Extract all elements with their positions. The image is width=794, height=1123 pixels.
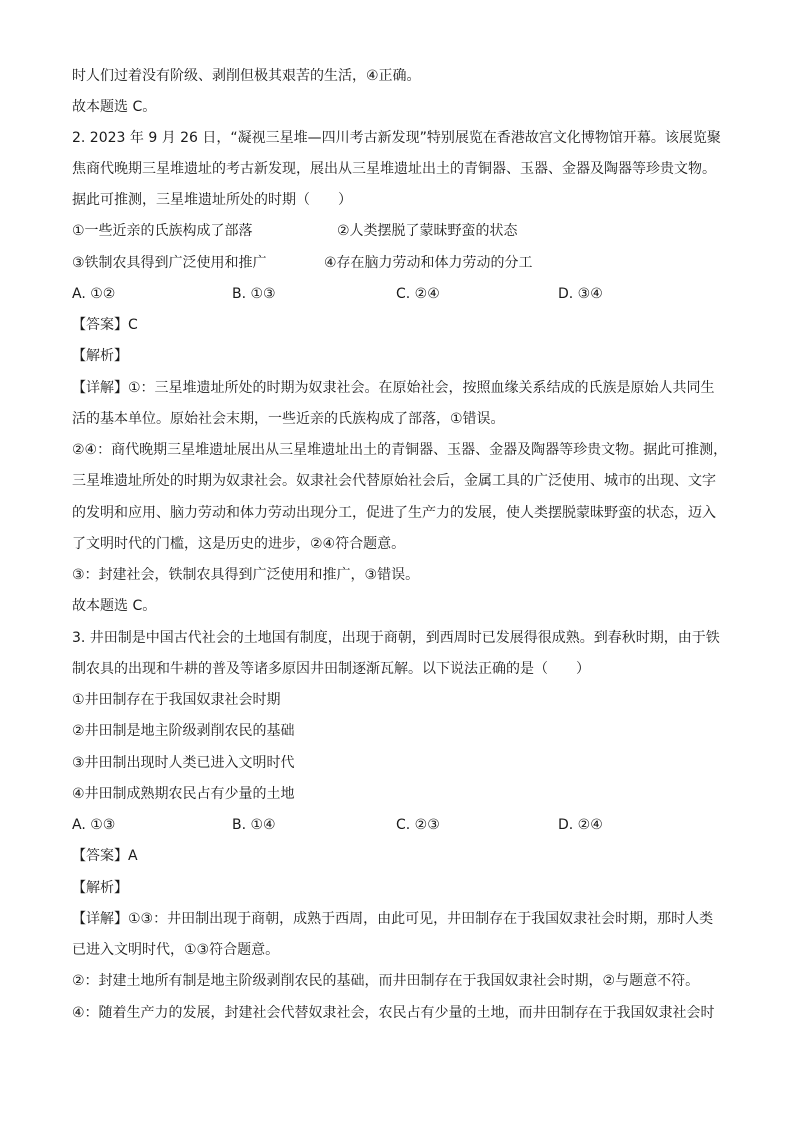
choice-d: D. ③④ xyxy=(558,286,603,302)
choice-a: A. ①② xyxy=(72,286,116,302)
text-line: 【详解】①：三星堆遗址所处的时期为奴隶社会。在原始社会，按照血缘关系结成的氏族是原始人共同生 xyxy=(72,380,715,396)
text-line: 时人们过着没有阶级、剥削但极其艰苦的生活，④正确。 xyxy=(72,68,421,84)
text-line: ④：随着生产力的发展，封建社会代替奴隶社会，农民占有少量的土地，而井田制存在于我国奴隶社会时 xyxy=(72,1005,715,1021)
statement-2: ②井田制是地主阶级剥削农民的基础 xyxy=(72,723,295,739)
text-line: 【详解】①③：井田制出现于商朝，成熟于西周，由此可见，井田制存在于我国奴隶社会时期，那时人类 xyxy=(72,911,714,927)
text-line: 故本题选 C。 xyxy=(72,598,157,614)
statement-2: ②人类摆脱了蒙昧野蛮的状态 xyxy=(337,223,518,239)
choice-a: A. ①③ xyxy=(72,817,116,833)
statement-1: ①一些近亲的氏族构成了部落 xyxy=(72,223,253,239)
text-line: 据此可推测，三星堆遗址所处的时期（ ） xyxy=(72,192,352,208)
question-3-text: 3. 井田制是中国古代社会的土地国有制度，出现于商朝，到西周时已发展得很成熟。到春秋时期，由于铁 xyxy=(72,630,720,646)
text-line: 活的基本单位。原始社会末期，一些近亲的氏族构成了部落，①错误。 xyxy=(72,411,505,427)
statement-3: ③井田制出现时人类已进入文明时代 xyxy=(72,755,295,771)
answer-label: 【答案】A xyxy=(72,848,138,864)
text-line: 故本题选 C。 xyxy=(72,99,157,115)
answer-label: 【答案】C xyxy=(72,317,138,333)
statement-4: ④存在脑力劳动和体力劳动的分工 xyxy=(324,255,533,271)
analysis-label: 【解析】 xyxy=(72,880,128,896)
text-line: ②：封建土地所有制是地主阶级剥削农民的基础，而井田制存在于我国奴隶社会时期，②与题意不符。 xyxy=(72,973,700,989)
text-line: 三星堆遗址所处的时期为奴隶社会。奴隶社会代替原始社会后，金属工具的广泛使用、城市的出现、文字 xyxy=(72,473,716,489)
text-line: 制农具的出现和牛耕的普及等诸多原因井田制逐渐瓦解。以下说法正确的是（ ） xyxy=(72,661,590,677)
text-line: 焦商代晚期三星堆遗址的考古新发现，展出从三星堆遗址出土的青铜器、玉器、金器及陶器等珍贵文物。 xyxy=(72,161,716,177)
statement-3: ③铁制农具得到广泛使用和推广 xyxy=(72,255,267,271)
text-line: ③：封建社会，铁制农具得到广泛使用和推广，③错误。 xyxy=(72,567,420,583)
question-2-text: 2. 2023 年 9 月 26 日，“凝视三星堆—四川考古新发现”特别展览在香港故宫文化博物馆开幕。该展览聚 xyxy=(72,130,721,146)
choice-d: D. ②④ xyxy=(558,817,603,833)
choice-c: C. ②④ xyxy=(396,286,440,302)
choice-b: B. ①③ xyxy=(232,286,276,302)
text-line: 的发明和应用、脑力劳动和体力劳动出现分工，促进了生产力的发展，使人类摆脱蒙昧野蛮的状态，迈入 xyxy=(72,505,716,521)
analysis-label: 【解析】 xyxy=(72,348,128,364)
text-line: 已进入文明时代，①③符合题意。 xyxy=(72,942,280,958)
statement-4: ④井田制成熟期农民占有少量的土地 xyxy=(72,786,295,802)
choice-b: B. ①④ xyxy=(232,817,276,833)
text-line: 了文明时代的门槛，这是历史的进步，②④符合题意。 xyxy=(72,536,406,552)
statement-1: ①井田制存在于我国奴隶社会时期 xyxy=(72,692,281,708)
choice-c: C. ②③ xyxy=(396,817,440,833)
text-line: ②④：商代晚期三星堆遗址展出从三星堆遗址出土的青铜器、玉器、金器及陶器等珍贵文物。据此可推测， xyxy=(72,442,728,458)
